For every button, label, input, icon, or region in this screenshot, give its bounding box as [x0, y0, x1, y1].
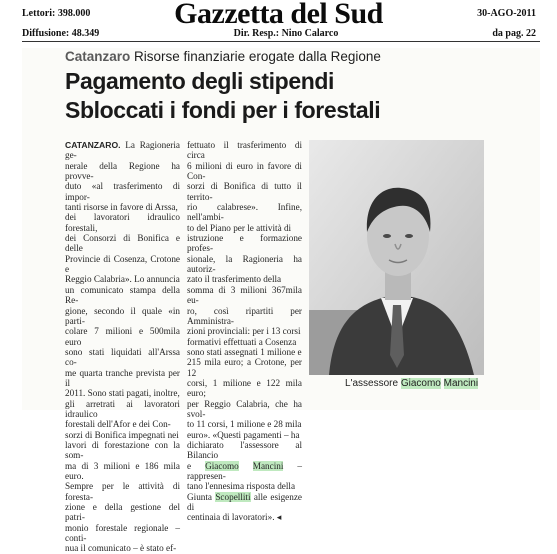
photo-caption	[345, 378, 478, 389]
kicker	[65, 49, 381, 64]
portrait-photo	[309, 140, 484, 375]
headline-line-2: Sbloccati i fondi per i forestali	[65, 97, 381, 123]
header-date: 30-AGO-2011	[477, 8, 536, 19]
header-diffusione: Diffusione: 48.349	[22, 28, 100, 39]
header-lettori: Lettori: 398.000	[22, 8, 91, 19]
column-2-text-c: alle esigenze di centinaia di lavoratori». ◂	[187, 491, 303, 523]
header-rule	[22, 41, 540, 42]
column-2-text-b: – rappresen- tano l'ennesima risposta della Giunta	[187, 460, 303, 502]
caption-prefix: L'assessore	[345, 378, 399, 389]
body-column-1	[65, 140, 180, 554]
column-2-text-a: fettuato il trasferimento di circa 6 milioni di euro in favore di Con- sorzi di Bonifica di tutto il territo- rio calabrese». Infine, nell'ambi- to del Piano per le attività di istruzione e formazione profes- sionale, la Ragioneria ha autoriz- zato il trasferimento della somma di 3 milioni 367mila eu- ro, così ripartiti per Amministra- zioni provinciali: per i 13 corsi formativi effettuati a Cosenza sono stati assegnati 1 milione e 215 mila euro; a Crotone, per 12 corsi, 1 milione e 122 mila euro; per Reggio Calabria, che ha svol- to 11 corsi, 1 milione e 28 mila euro». «Questi pagamenti – ha dichiarato l'assessore al Bilancio e	[187, 140, 302, 471]
kicker-place: Catanzaro	[65, 49, 131, 64]
highlight-name-last: Mancini	[252, 460, 284, 471]
portrait-image	[309, 140, 484, 375]
body-column-2	[187, 140, 302, 523]
caption-name-first: Giacomo	[400, 378, 441, 389]
header-dir-resp: Dir. Resp.: Nino Calarco	[233, 28, 339, 39]
headline-line-1: Pagamento degli stipendi	[65, 68, 334, 94]
caption-name-last: Mancini	[443, 378, 479, 389]
masthead: Gazzetta del Sud	[174, 0, 383, 30]
lead-place: CATANZARO.	[65, 140, 121, 150]
highlight-president: Scopelliti	[215, 491, 251, 502]
column-1-text: La Ragioneria ge- nerale della Regione ha provve- duto «al trasferimento di impor- tanti risorse in favore di Arssa, dei lavoratori idraulico forestali, dei Consorzi di Bonifica e delle Provincie di Cosenza, Crotone e Reggio Calabria». Lo annuncia un comunicato stampa della Re- gione, secondo il quale «in parti- colare 7 milioni e 500mila euro sono stati liquidati all'Arssa co- me quarta tranche prevista per il 2011. Sono stati pagati, inoltre, gli arretrati ai lavoratori idraulico forestali dell'Afor e dei Con- sorzi di Bonifica impegnati nei lavori di forestazione con la som- ma di 3 milioni e 186 mila euro. Sempre per le attività di foresta- zione e della gestione del patri- monio forestale regionale – conti- nua il comunicato – è stato ef-	[65, 140, 180, 554]
kicker-text: Risorse finanziarie erogate dalla Regione	[134, 49, 381, 64]
header-page: da pag. 22	[492, 28, 536, 39]
highlight-name-first: Giacomo	[205, 460, 239, 471]
